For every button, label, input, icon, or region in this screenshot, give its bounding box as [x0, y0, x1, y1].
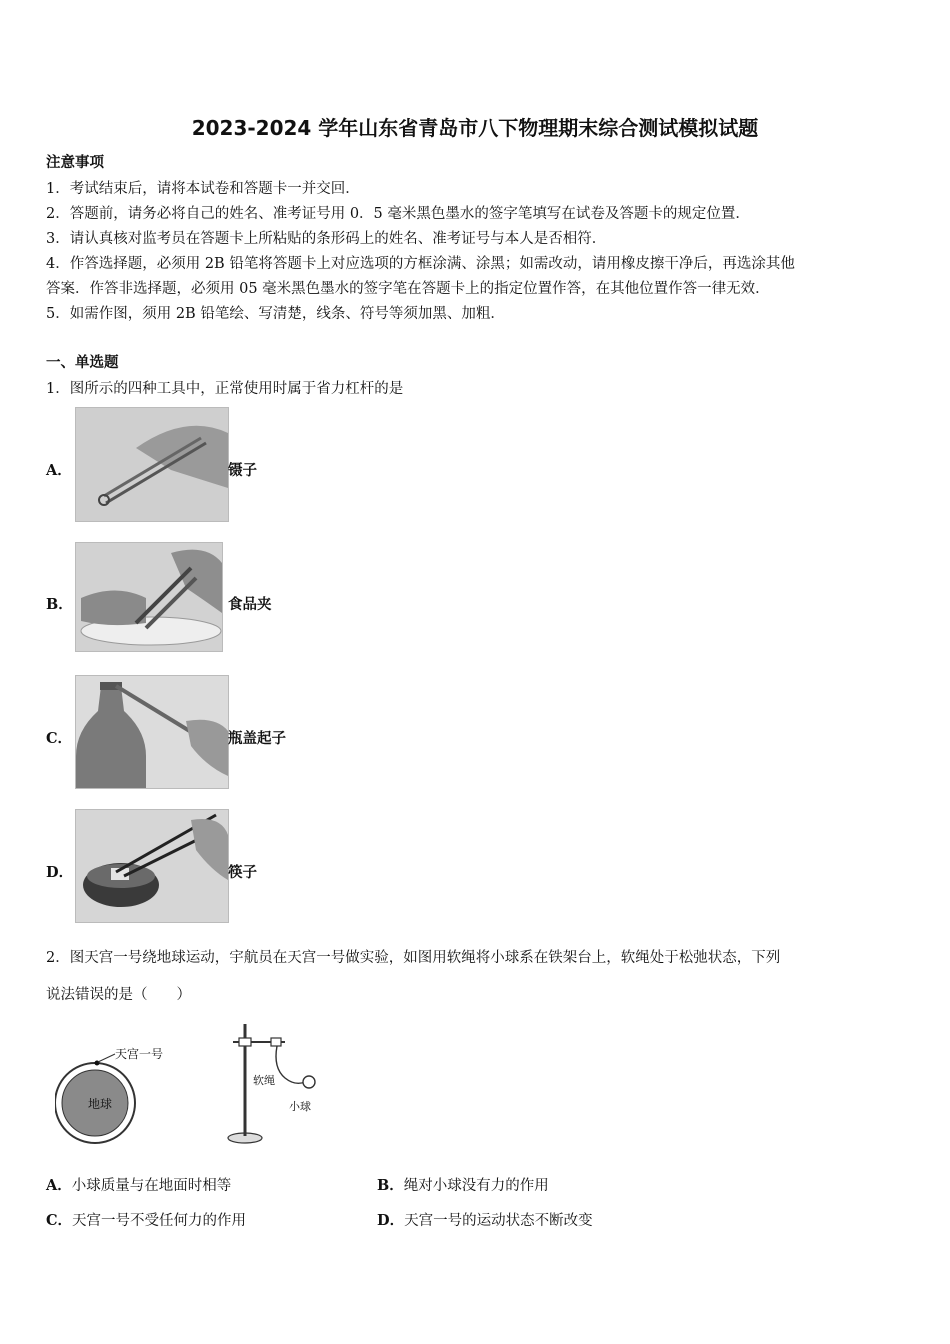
option-b-letter: B． — [46, 596, 73, 613]
option-c-letter: C． — [46, 730, 73, 747]
choice-b-text: 绳对小球没有力的作用 — [403, 1178, 549, 1194]
earth-label: 地球 — [88, 1097, 113, 1111]
notice-item: 5．如需作图，须用 2B 铅笔绘、写清楚，线条、符号等须加黑、加粗． — [46, 306, 505, 322]
choice-b — [377, 1174, 549, 1195]
choice-d-text: 天宫一号的运动状态不断改变 — [404, 1213, 593, 1229]
notice-item: 4．作答选择题，必须用 2B 铅笔将答题卡上对应选项的方框涂满、涂黑；如需改动，请用橡皮擦干净后，再选涂其他 — [46, 256, 795, 272]
notice-item: 3．请认真核对监考员在答题卡上所粘贴的条形码上的姓名、准考证号与本人是否相符． — [46, 231, 607, 247]
option-d-label: 筷子 — [228, 864, 257, 881]
choice-a-text: 小球质量与在地面时相等 — [71, 1178, 232, 1194]
iron-stand-diagram — [225, 1020, 345, 1150]
notice-item: 答案．作答非选择题，必须用 05 毫米黑色墨水的签字笔在答题卡上的指定位置作答，在其他位置作答一律无效． — [46, 281, 770, 297]
choice-a — [46, 1174, 231, 1195]
option-d-letter: D． — [46, 864, 74, 881]
question-1-stem: 1．图所示的四种工具中，正常使用时属于省力杠杆的是 — [46, 381, 404, 397]
choice-c-letter: C． — [46, 1212, 73, 1229]
chopsticks-photo — [75, 809, 229, 923]
notice-item: 1．考试结束后，请将本试卷和答题卡一并交回． — [46, 181, 360, 197]
option-a-letter: A． — [46, 462, 72, 479]
food-tongs-photo — [75, 542, 223, 652]
option-b-label: 食品夹 — [228, 596, 272, 613]
choice-d-letter: D． — [377, 1212, 405, 1229]
ball-label: 小球 — [289, 1100, 311, 1113]
question-2-stem: 2．图天宫一号绕地球运动，宇航员在天宫一号做实验，如图用软绳将小球系在铁架台上，软绳处于松弛状态，下列 — [46, 950, 781, 966]
choice-c — [46, 1209, 246, 1230]
tweezers-photo — [75, 407, 229, 522]
rope-label: 软绳 — [253, 1074, 275, 1087]
earth-orbit-diagram — [55, 1040, 185, 1152]
station-label: 天宫一号 — [115, 1047, 164, 1061]
choice-d — [377, 1209, 593, 1230]
bottle-opener-photo — [75, 675, 229, 789]
choice-a-letter: A． — [46, 1177, 72, 1194]
notice-item: 2．答题前，请务必将自己的姓名、准考证号用 0．5 毫米黑色墨水的签字笔填写在试卷及答题卡的规定位置． — [46, 206, 750, 222]
question-2-stem-cont: 说法错误的是（ ） — [46, 987, 191, 1003]
choice-b-letter: B． — [377, 1177, 404, 1194]
page-title: 2023-2024 学年山东省青岛市八下物理期末综合测试模拟试题 — [191, 116, 759, 140]
option-a-label: 镊子 — [228, 462, 257, 479]
section-heading: 一、单选题 — [46, 354, 119, 371]
notice-heading: 注意事项 — [46, 154, 104, 171]
option-c-label: 瓶盖起子 — [228, 730, 286, 747]
choice-c-text: 天宫一号不受任何力的作用 — [72, 1213, 247, 1229]
